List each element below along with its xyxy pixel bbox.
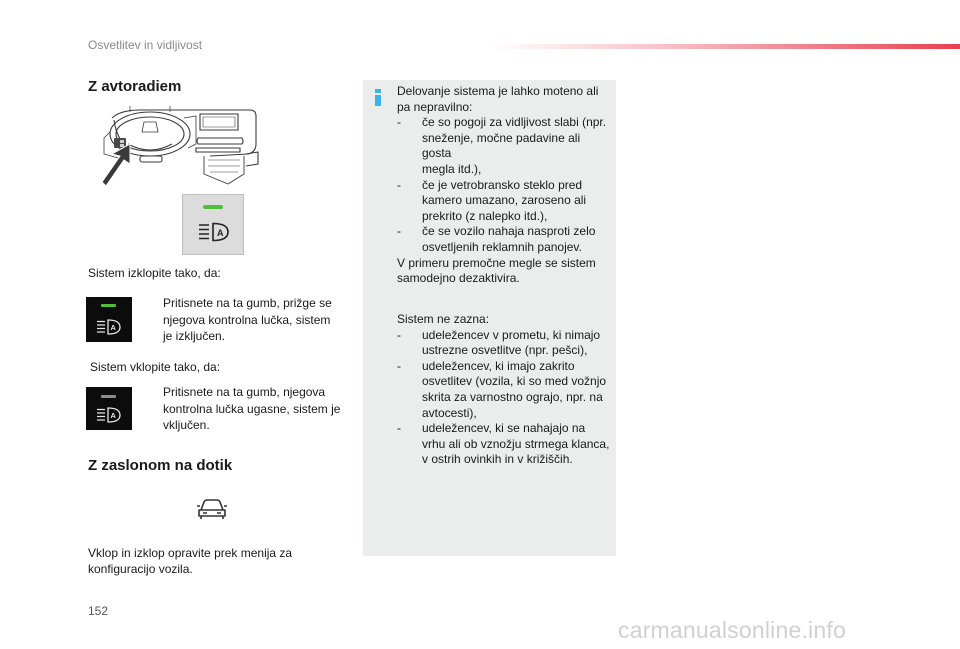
text-line: Vklop in izklop opravite prek menija za [88,546,293,560]
indicator-led-on [203,205,223,209]
limitation-item: - udeležencev, ki se nahajajo na vrhu ali ob vznožju strmega klanca, v ostrih ovinkih in v križiščih. [397,421,610,467]
activate-intro: Sistem vklopite tako, da: [90,360,221,374]
button-led-on-illustration [86,297,132,342]
indicator-led-off [101,395,116,398]
section-title-car-radio: Z avtoradiem [88,78,182,95]
button-led-off-illustration [86,387,132,430]
condition-item: - če so pogoji za vidljivost slabi (npr. sneženje, močne padavine ali gosta megla itd.), [397,115,607,176]
page-header-title: Osvetlitev in vidljivost [88,38,203,52]
bullet-line: Pritisnete na ta gumb, prižge se [163,296,332,310]
auto-high-beam-icon [96,319,122,335]
page-number: 152 [88,604,109,618]
touchscreen-text [88,545,358,577]
bullet-line: vključen. [163,418,210,432]
text-line: konfiguracijo vozila. [88,562,193,576]
svg-text:A: A [217,228,224,238]
info-paragraph-conditions: Delovanje sistema je lahko moteno ali pa nepravilno: - če so pogoji za vidljivost slabi (npr. sneženje, močne padavine ali gosta megla itd.), - če je vetrobransko steklo pred kamero umazano, zaroseno ali prekrito (z nalepko itd.), - če se vozilo nahaja nasproti zelo osvetljenih reklamnih panojev. V primeru premočne megle se sistem samodejno dezaktivira. [397,84,612,287]
limitation-item: - udeležencev v prometu, ki nimajo ustrezne osvetlitve (npr. pešci), [397,327,601,358]
info-box [363,80,616,556]
car-settings-icon [197,497,227,521]
svg-text:A: A [110,411,116,421]
bullet-line: kontrolna lučka ugasne, sistem je [163,401,341,416]
auto-high-beam-icon [197,222,231,242]
watermark: carmanualsonline.info [618,617,846,643]
condition-item: - če se vozilo nahaja nasproti zelo osvetljenih reklamnih panojev. [397,224,596,254]
auto-high-beam-button-illustration [182,194,244,255]
bullet-line: Pritisnete na ta gumb, njegova [163,385,326,399]
bullet-line: je izključen. [163,329,226,343]
auto-high-beam-icon [96,407,122,423]
limitation-item: - udeležencev, ki imajo zakrito osvetlitev (vozila, ki so med vožnjo skrita za varnostno ograjo, npr. na avtocesti), [397,358,607,420]
dashboard-illustration [100,104,260,190]
svg-text:A: A [110,323,116,333]
deactivate-intro: Sistem izklopite tako, da: [88,266,221,280]
info-icon [375,89,381,106]
bullet-line: njegova kontrolna lučka, sistem [163,312,331,327]
header-accent-bar [490,44,960,49]
info-paragraph-limitations: Sistem ne zazna: - udeležencev v prometu, ki nimajo ustrezne osvetlitve (npr. pešci), - udeležencev, ki imajo zakrito osvetlitev (vozila, ki so med vožnjo skrita za varnostno ograjo, npr. na avtocesti), - udeležencev, ki se nahajajo na vrhu ali ob vznožju strmega klanca, v ostrih ovinkih in v križiščih. [397,312,612,468]
condition-item: - če je vetrobransko steklo pred kamero umazano, zaroseno ali prekrito (z nalepko itd.), [397,177,587,223]
indicator-led-on [101,304,116,307]
section-title-touchscreen: Z zaslonom na dotik [88,457,233,474]
